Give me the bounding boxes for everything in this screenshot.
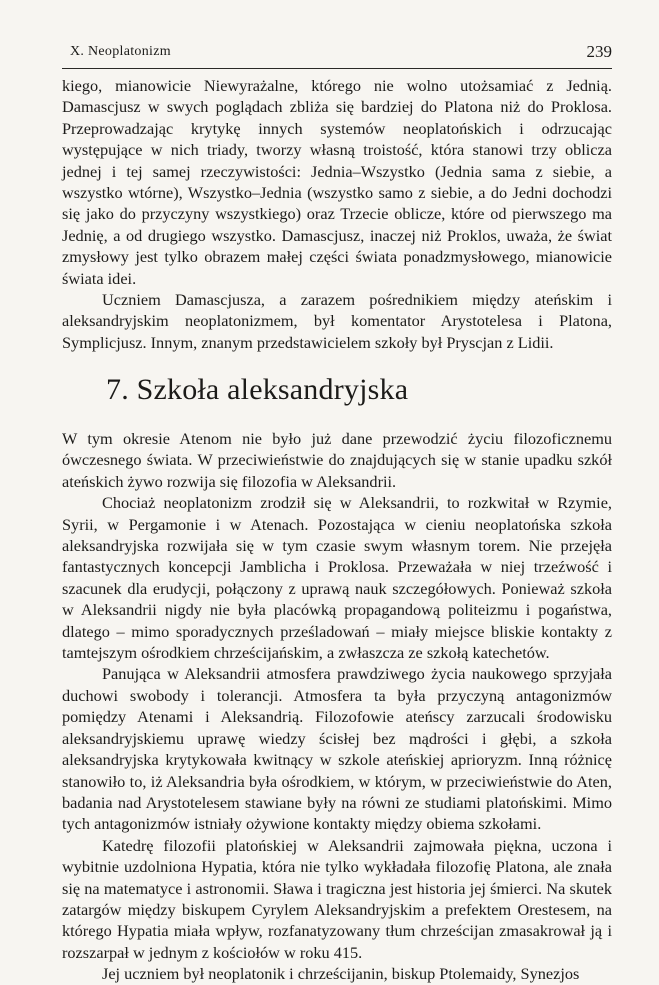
previous-section-text bbox=[62, 75, 612, 353]
paragraph: Katedrę filozofii platońskiej w Aleksandrii zajmowała piękna, uczona i wybitnie uzdolniona Hypatia, która nie tylko wykładała filozofię Platona, ale znała się na matematyce i astronomii. Sława i tragiczna jest historia jej śmierci. Na skutek zatargów między biskupem Cyrylem Aleksandryjskim a prefektem Orestesem, na którego Hypatia miała wpływ, rozfanatyzowany tłum chrześcijan zmasakrował ją i rozszarpał w jednym z kościołów w roku 415. bbox=[62, 835, 612, 962]
paragraph: Uczniem Damascjusza, a zarazem pośrednikiem między ateńskim i aleksandryjskim neoplatonizmem, był komentator Arystotelesa i Platona, Symplicjusz. Innym, znanym przedstawicielem szkoły był Pryscjan z Lidii. bbox=[62, 290, 612, 352]
paragraph: Panująca w Aleksandrii atmosfera prawdziwego życia naukowego sprzyjała duchowi swobody i tolerancji. Atmosfera ta była przyczyną antagonizmów pomiędzy Atenami i Aleksandrią. Filozofowie ateńscy zarzucali środowisku aleksandryjskiemu uprawę wiedzy ścisłej bez mądrości i głębi, a szkoła aleksandryjska krytykowała kwitnący w szkole ateńskiej aprioryzm. Inną różnicę stanowiło to, iż Aleksandria była ośrodkiem, w którym, w przeciwieństwie do Aten, badania nad Arystotelesem stawiane były na równi ze studiami platońskimi. Mimo tych antagonizmów istniały ożywione kontakty między obiema szkołami. bbox=[62, 664, 612, 834]
chapter-title: X. Neoplatonizm bbox=[70, 44, 171, 59]
section-heading: 7. Szkoła aleksandryjska bbox=[106, 373, 409, 406]
paragraph: W tym okresie Atenom nie było już dane przewodzić życiu filozoficznemu ówczesnego świata. W przeciwieństwie do znajdujących się w stanie upadku szkół ateńskich żywo rozwija się filozofia w Aleksandrii. bbox=[62, 429, 612, 491]
paragraph: Chociaż neoplatonizm zrodził się w Aleksandrii, to rozkwitał w Rzymie, Syrii, w Pergamonie i w Atenach. Pozostająca w cieniu neoplatońska szkoła aleksandryjska rozwijała się w tym czasie swym własnym torem. Nie przejęła fantastycznych koncepcji Jamblicha i Proklosa. Przeważała w niej trzeźwość i szacunek dla erudycji, połączony z uprawą nauk szczegółowych. Ponieważ szkoła w Aleksandrii nigdy nie była placówką propagandową politeizmu i pogaństwa, dlatego – mimo sporadycznych prześladowań – miały miejsce bliskie kontakty z tamtejszym ośrodkiem chrześcijańskim, a zwłaszcza ze szkołą katechetów. bbox=[62, 493, 612, 663]
paragraph: Jej uczniem był neoplatonik i chrześcijanin, biskup Ptolemaidy, Synezjos bbox=[102, 964, 580, 984]
page-number: 239 bbox=[586, 42, 612, 61]
section-text bbox=[62, 428, 612, 985]
paragraph: kiego, mianowicie Niewyrażalne, którego nie wolno utożsamiać z Jednią. Damascjusz w swych poglądach zbliża się bardziej do Platona niż do Proklosa. Przeprowadzając krytykę innych systemów neoplatońskich i odrzucając występujące w nich triady, tworzy własną troistość, która stanowi trzy oblicza jednej i tej samej rzeczywistości: Jednia–Wszystko (Jednia sama z siebie, a wszystko wtórne), Wszystko–Jednia (wszystko samo z siebie, a do Jedni dochodzi się jako do przyczyny wszystkiego) oraz Trzecie oblicze, które od pierwszego ma Jednię, a od drugiego wszystko. Damascjusz, inaczej niż Proklos, uważa, że świat zmysłowy jest tylko obrazem małej części świata ponadzmysłowego, mianowicie świata idei. bbox=[62, 76, 612, 288]
header-rule bbox=[62, 68, 612, 69]
running-head bbox=[62, 44, 612, 66]
